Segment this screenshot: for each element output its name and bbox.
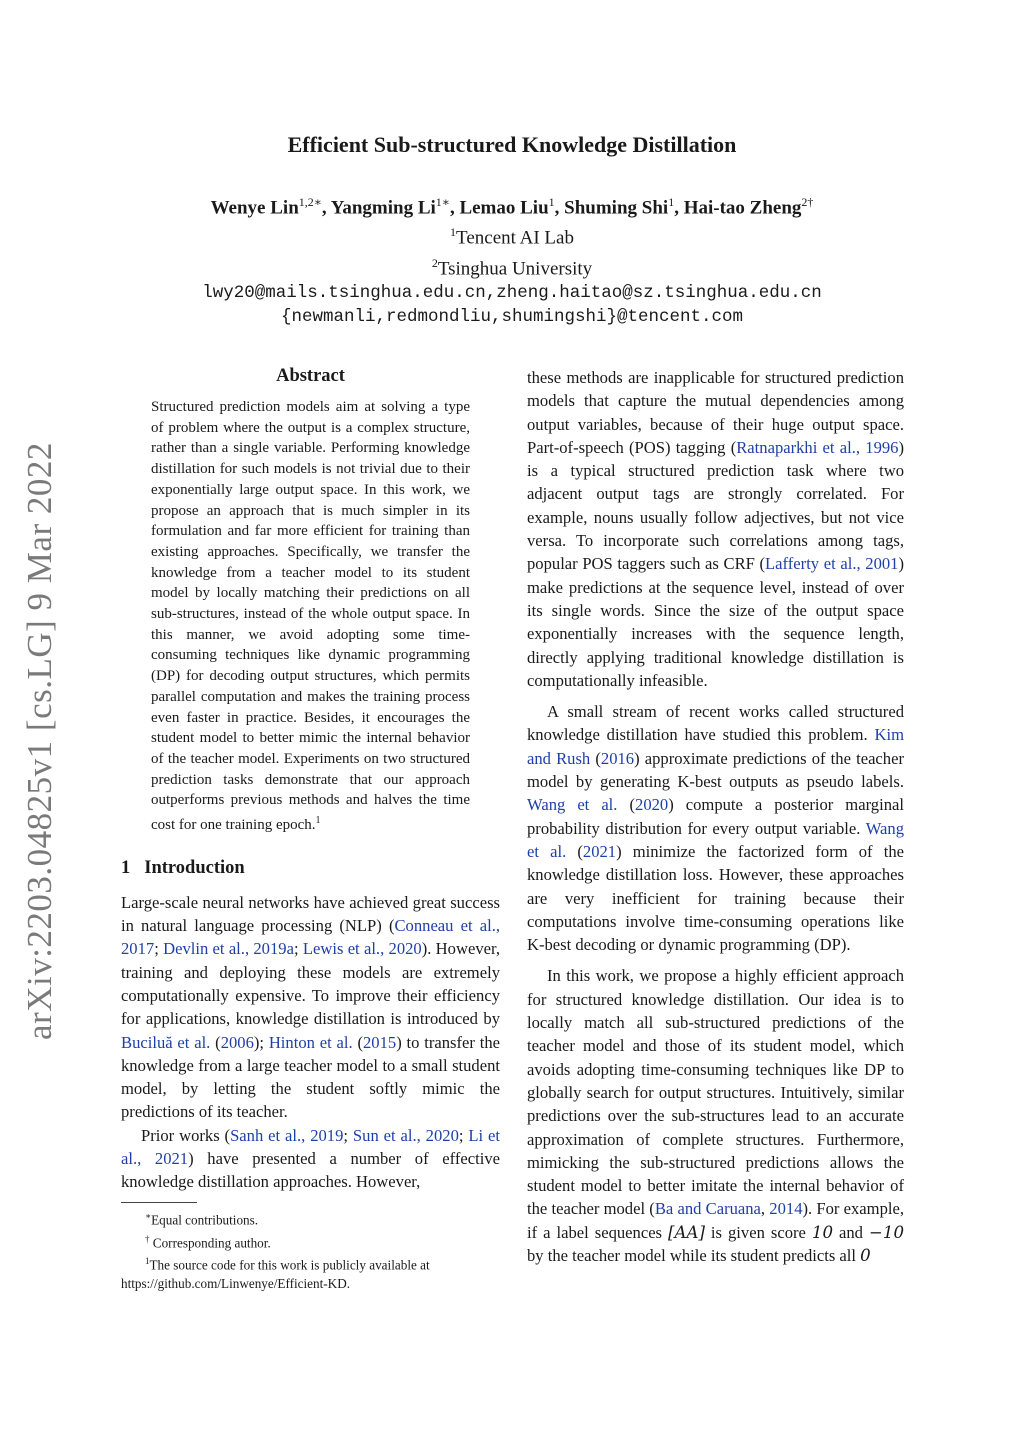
text-run: Large-scale neural networks have achieved great success in natural language processing (NLP) (: [121, 892, 500, 936]
text-run: A small stream of recent works called structured knowledge distillation have studied this problem.: [527, 702, 904, 745]
intro-paragraph-1: [121, 891, 500, 1124]
author-name: Wenye Lin: [210, 197, 299, 219]
author-affiliation-mark: 1: [668, 195, 675, 209]
intro-paragraph-2: [121, 1124, 500, 1194]
math-expression: 10: [811, 1222, 834, 1242]
citation-link[interactable]: Ratnaparkhi et al., 1996: [736, 437, 899, 457]
text-run: ;: [154, 939, 164, 959]
footnote-text: The source code for this work is publicly available at https://github.com/Linwenye/Efficient-KD.: [121, 1257, 430, 1292]
author-list: [0, 190, 1024, 220]
email-line-2: {newmanli,redmondliu,shumingshi}@tencent.com: [280, 306, 744, 327]
citation-link[interactable]: 2015: [363, 1032, 397, 1052]
text-run: (: [590, 748, 601, 768]
arxiv-stamp: arXiv:2203.04825v1 [cs.LG] 9 Mar 2022: [20, 442, 59, 1040]
text-run: is given score: [704, 1222, 812, 1242]
text-run: Prior works (: [141, 1125, 231, 1145]
footnote-mark: ∗: [145, 1210, 152, 1221]
right-paragraph-1: [527, 366, 904, 692]
text-run: ;: [343, 1125, 353, 1145]
text-run: ;: [293, 939, 303, 959]
paper-title: Efficient Sub-structured Knowledge Distillation: [287, 132, 737, 157]
text-run: (: [566, 841, 583, 861]
footnote-text: Corresponding author.: [149, 1234, 271, 1250]
section-heading: 1 Introduction: [121, 857, 245, 878]
text-run: In this work, we propose a highly efficient approach for structured knowledge distillation. Our idea is to locally match all sub-structured predictions of the teacher model and those of its student model, which avoids adopting time-consuming techniques like DP to globally search for output structures. Intuitively, similar predictions over the sub-structures lead to an accurate approximation of complete structures. Furthermore, mimicking the sub-structured predictions allows the student model to better imitate the internal behavior of the teacher model (: [527, 966, 904, 1219]
footnote: [121, 1230, 500, 1253]
text-run: ) approximate predictions of the teacher model by generating K-best outputs as pseudo labels.: [527, 748, 904, 792]
author-separator: ,: [554, 197, 565, 219]
abstract-heading: Abstract: [276, 366, 345, 386]
math-expression: [AA]: [668, 1222, 705, 1242]
text-run: (: [352, 1032, 363, 1052]
author-separator: ,: [321, 197, 331, 219]
text-run: (: [210, 1032, 221, 1052]
citation-link[interactable]: Hinton et al.: [268, 1032, 353, 1052]
text-run: ) to transfer the knowledge from a large teacher model to a small student model, by letting the student softly mimic the predictions of its teacher.: [121, 1032, 500, 1122]
citation-link[interactable]: Sanh et al., 2019: [230, 1125, 344, 1145]
left-column: [121, 366, 500, 1294]
citation-link[interactable]: Li et al., 2021: [121, 1125, 501, 1169]
citation-link[interactable]: Sun et al., 2020: [352, 1125, 459, 1145]
citation-link[interactable]: Devlin et al., 2019a: [163, 939, 294, 959]
abstract-body: Structured prediction models aim at solving a type of problem where the output is a complex structure, rather than a single variable. Performing knowledge distillation for such models is not trivial due to their exponentially large output space. In this work, we propose an approach that is much simpler in its formulation and far more efficient for training than existing approaches. Specifically, we transfer the knowledge from a teacher model to its student model by locally matching their predictions on all sub-structures, instead of the whole output space. In this manner, we avoid adopting some time-consuming techniques like dynamic programming (DP) for decoding output structures, which permits parallel computation and makes the training process even faster in practice. Besides, it encourages the student model to better mimic the internal behavior of the teacher model. Experiments on two structured prediction tasks demonstrate that our approach outperforms previous methods and halves the time cost for one training epoch.$^1$: [151, 399, 470, 834]
text-run: by the teacher model while its student predicts all: [527, 1245, 861, 1265]
author-separator: ,: [449, 197, 460, 219]
footnote: [121, 1252, 500, 1293]
footnote-mark: †: [145, 1233, 150, 1244]
text-run: (: [617, 795, 636, 815]
text-run: ,: [760, 1199, 770, 1219]
text-run: ). For example, if a label sequences: [527, 1199, 904, 1242]
text-run: ) compute a posterior marginal probability distribution for every output variable.: [527, 795, 904, 838]
author-name: Yangming Li: [330, 197, 436, 219]
right-paragraph-2: [527, 700, 904, 956]
author-name: Shuming Shi: [564, 197, 669, 219]
affiliation-2: $^2$Tsinghua University: [431, 255, 593, 279]
text-run: these methods are inapplicable for structured prediction models that capture the mutual dependencies among output variables, because of their huge output space. Part-of-speech (POS) tagging (: [527, 368, 904, 457]
text-run: ). However, training and deploying these models are extremely computationally expensive. To improve their efficiency for applications, knowledge distillation is introduced by: [121, 939, 500, 1029]
text-run: );: [253, 1032, 269, 1052]
citation-link[interactable]: Wang et al.: [527, 818, 904, 861]
citation-link[interactable]: Conneau et al., 2017: [121, 916, 501, 959]
text-run: ) make predictions at the sequence level, instead of over its single words. Since the size of the output space exponentially increases with the sequence length, directly applying traditional knowledge distillation is computationally infeasible.: [527, 554, 904, 690]
citation-link[interactable]: Lafferty et al., 2001: [765, 554, 899, 574]
author-affiliation-mark: 2†: [801, 195, 814, 209]
math-expression: −10: [868, 1222, 905, 1242]
email-line-1: lwy20@mails.tsinghua.edu.cn,zheng.haitao@sz.tsinghua.edu.cn: [202, 282, 822, 303]
footnote-mark: 1: [145, 1256, 150, 1267]
citation-link[interactable]: 2016: [600, 748, 635, 768]
footnote-divider: [121, 1202, 197, 1203]
math-expression: 0: [860, 1245, 871, 1265]
text-run: ) minimize the factorized form of the knowledge distillation loss. However, these approaches are very inefficient for training because their computations involve time-consuming operations like K-best decoding or dynamic programming (DP).: [527, 841, 904, 955]
text-run: and: [833, 1222, 869, 1242]
citation-link[interactable]: 2006: [220, 1032, 254, 1052]
citation-link[interactable]: Buciluă et al.: [121, 1032, 211, 1052]
citation-link[interactable]: Kim and Rush: [527, 725, 904, 768]
author-affiliation-mark: 1∗: [435, 195, 450, 209]
text-run: ) have presented a number of effective knowledge distillation approaches. However,: [121, 1149, 500, 1192]
citation-link[interactable]: Lewis et al., 2020: [302, 939, 422, 959]
author-separator: ,: [674, 197, 684, 219]
footnote-text: Equal contributions.: [151, 1212, 259, 1228]
author-name: Hai-tao Zheng: [683, 197, 802, 219]
author-name: Lemao Liu: [459, 197, 549, 219]
author-affiliation-mark: 1: [548, 195, 555, 209]
affiliation-1: $^1$Tencent AI Lab: [450, 225, 574, 249]
citation-link[interactable]: 2014: [769, 1199, 803, 1219]
footnotes: [121, 1207, 500, 1294]
text-run: ;: [458, 1125, 469, 1145]
citation-link[interactable]: 2020: [635, 795, 669, 815]
citation-link[interactable]: Wang et al.: [527, 795, 618, 815]
author-block: [0, 190, 1024, 329]
footnote-ref[interactable]: 1: [315, 815, 321, 827]
right-column: [527, 366, 904, 1275]
citation-link[interactable]: Ba and Caruana: [654, 1199, 761, 1219]
citation-link[interactable]: 2021: [582, 841, 617, 861]
author-affiliation-mark: 1,2∗: [298, 195, 322, 209]
right-paragraph-3: [527, 964, 904, 1267]
footnote: [121, 1207, 500, 1230]
text-run: ) is a typical structured prediction task where two adjacent output tags are strongly correlated. For example, nouns usually follow adjectives, but not vice versa. To incorporate such correlations among tags, popular POS taggers such as CRF (: [527, 437, 904, 574]
